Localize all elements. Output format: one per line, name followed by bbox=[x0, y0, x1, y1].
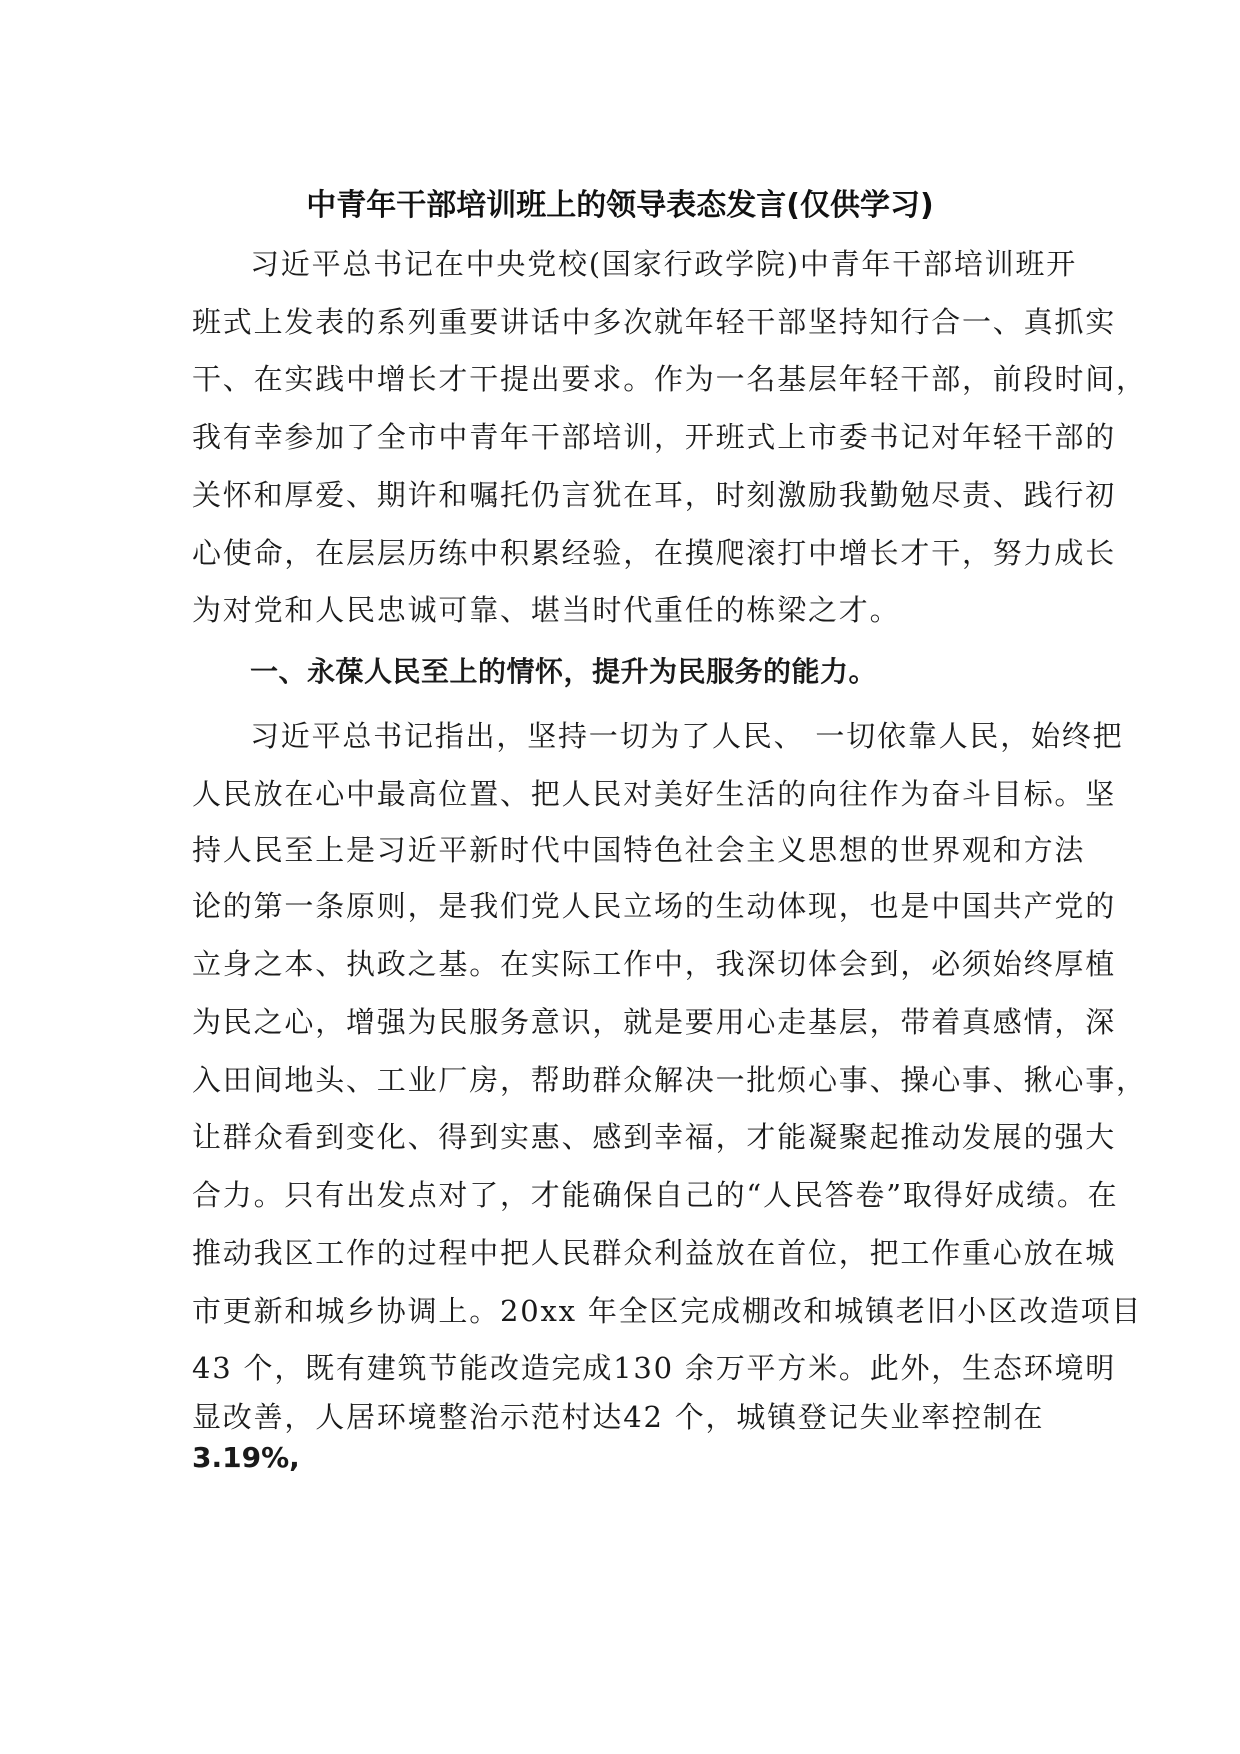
paragraph-2-line-3: 持人民至上是习近平新时代中国特色社会主义思想的世界观和方法 bbox=[192, 833, 1086, 867]
paragraph-2-line-11: 市更新和城乡协调上。20xx 年全区完成棚改和城镇老旧小区改造项目 bbox=[192, 1294, 1143, 1328]
paragraph-1-line-3: 干、在实践中增长才干提出要求。作为一名基层年轻干部，前段时间， bbox=[192, 362, 1147, 396]
paragraph-1-line-6: 心使命，在层层历练中积累经验，在摸爬滚打中增长才干，努力成长 bbox=[192, 536, 1117, 570]
paragraph-2-line-2: 人民放在心中最高位置、把人民对美好生活的向往作为奋斗目标。坚 bbox=[192, 777, 1117, 811]
paragraph-2-line-5: 立身之本、执政之基。在实际工作中，我深切体会到，必须始终厚植 bbox=[192, 947, 1117, 981]
paragraph-2-line-6: 为民之心，增强为民服务意识，就是要用心走基层，带着真感情，深 bbox=[192, 1005, 1117, 1039]
paragraph-2-line-12: 43 个，既有建筑节能改造完成130 余万平方米。此外，生态环境明 bbox=[192, 1351, 1117, 1385]
paragraph-1-line-5: 关怀和厚爱、期许和嘱托仍言犹在耳，时刻激励我勤勉尽责、践行初 bbox=[192, 478, 1117, 512]
paragraph-1-line-4: 我有幸参加了全市中青年干部培训，开班式上市委书记对年轻干部的 bbox=[192, 420, 1117, 454]
paragraph-2-line-9: 合力。只有出发点对了，才能确保自己的“人民答卷”取得好成绩。在 bbox=[192, 1178, 1119, 1212]
paragraph-2-line-1: 习近平总书记指出，坚持一切为了人民、 一切依靠人民，始终把 bbox=[250, 719, 1124, 753]
paragraph-1-line-7: 为对党和人民忠诚可靠、堪当时代重任的栋梁之才。 bbox=[192, 593, 901, 627]
paragraph-2-line-14: 3.19%, bbox=[192, 1441, 300, 1474]
paragraph-2-line-13: 显改善，人居环境整治示范村达42 个，城镇登记失业率控制在 bbox=[192, 1400, 1045, 1434]
paragraph-2-line-7: 入田间地头、工业厂房，帮助群众解决一批烦心事、操心事、揪心事， bbox=[192, 1063, 1147, 1097]
paragraph-1-line-1: 习近平总书记在中央党校(国家行政学院)中青年干部培训班开 bbox=[250, 247, 1078, 281]
paragraph-1-line-2: 班式上发表的系列重要讲话中多次就年轻干部坚持知行合一、真抓实 bbox=[192, 305, 1117, 339]
paragraph-2-line-4: 论的第一条原则，是我们党人民立场的生动体现，也是中国共产党的 bbox=[192, 889, 1117, 923]
paragraph-2-line-8: 让群众看到变化、得到实惠、感到幸福，才能凝聚起推动发展的强大 bbox=[192, 1120, 1117, 1154]
paragraph-2-line-10: 推动我区工作的过程中把人民群众利益放在首位，把工作重心放在城 bbox=[192, 1236, 1117, 1270]
section-heading: 一、永葆人民至上的情怀，提升为民服务的能力。 bbox=[250, 655, 878, 688]
document-title: 中青年干部培训班上的领导表态发言(仅供学习) bbox=[306, 188, 934, 223]
